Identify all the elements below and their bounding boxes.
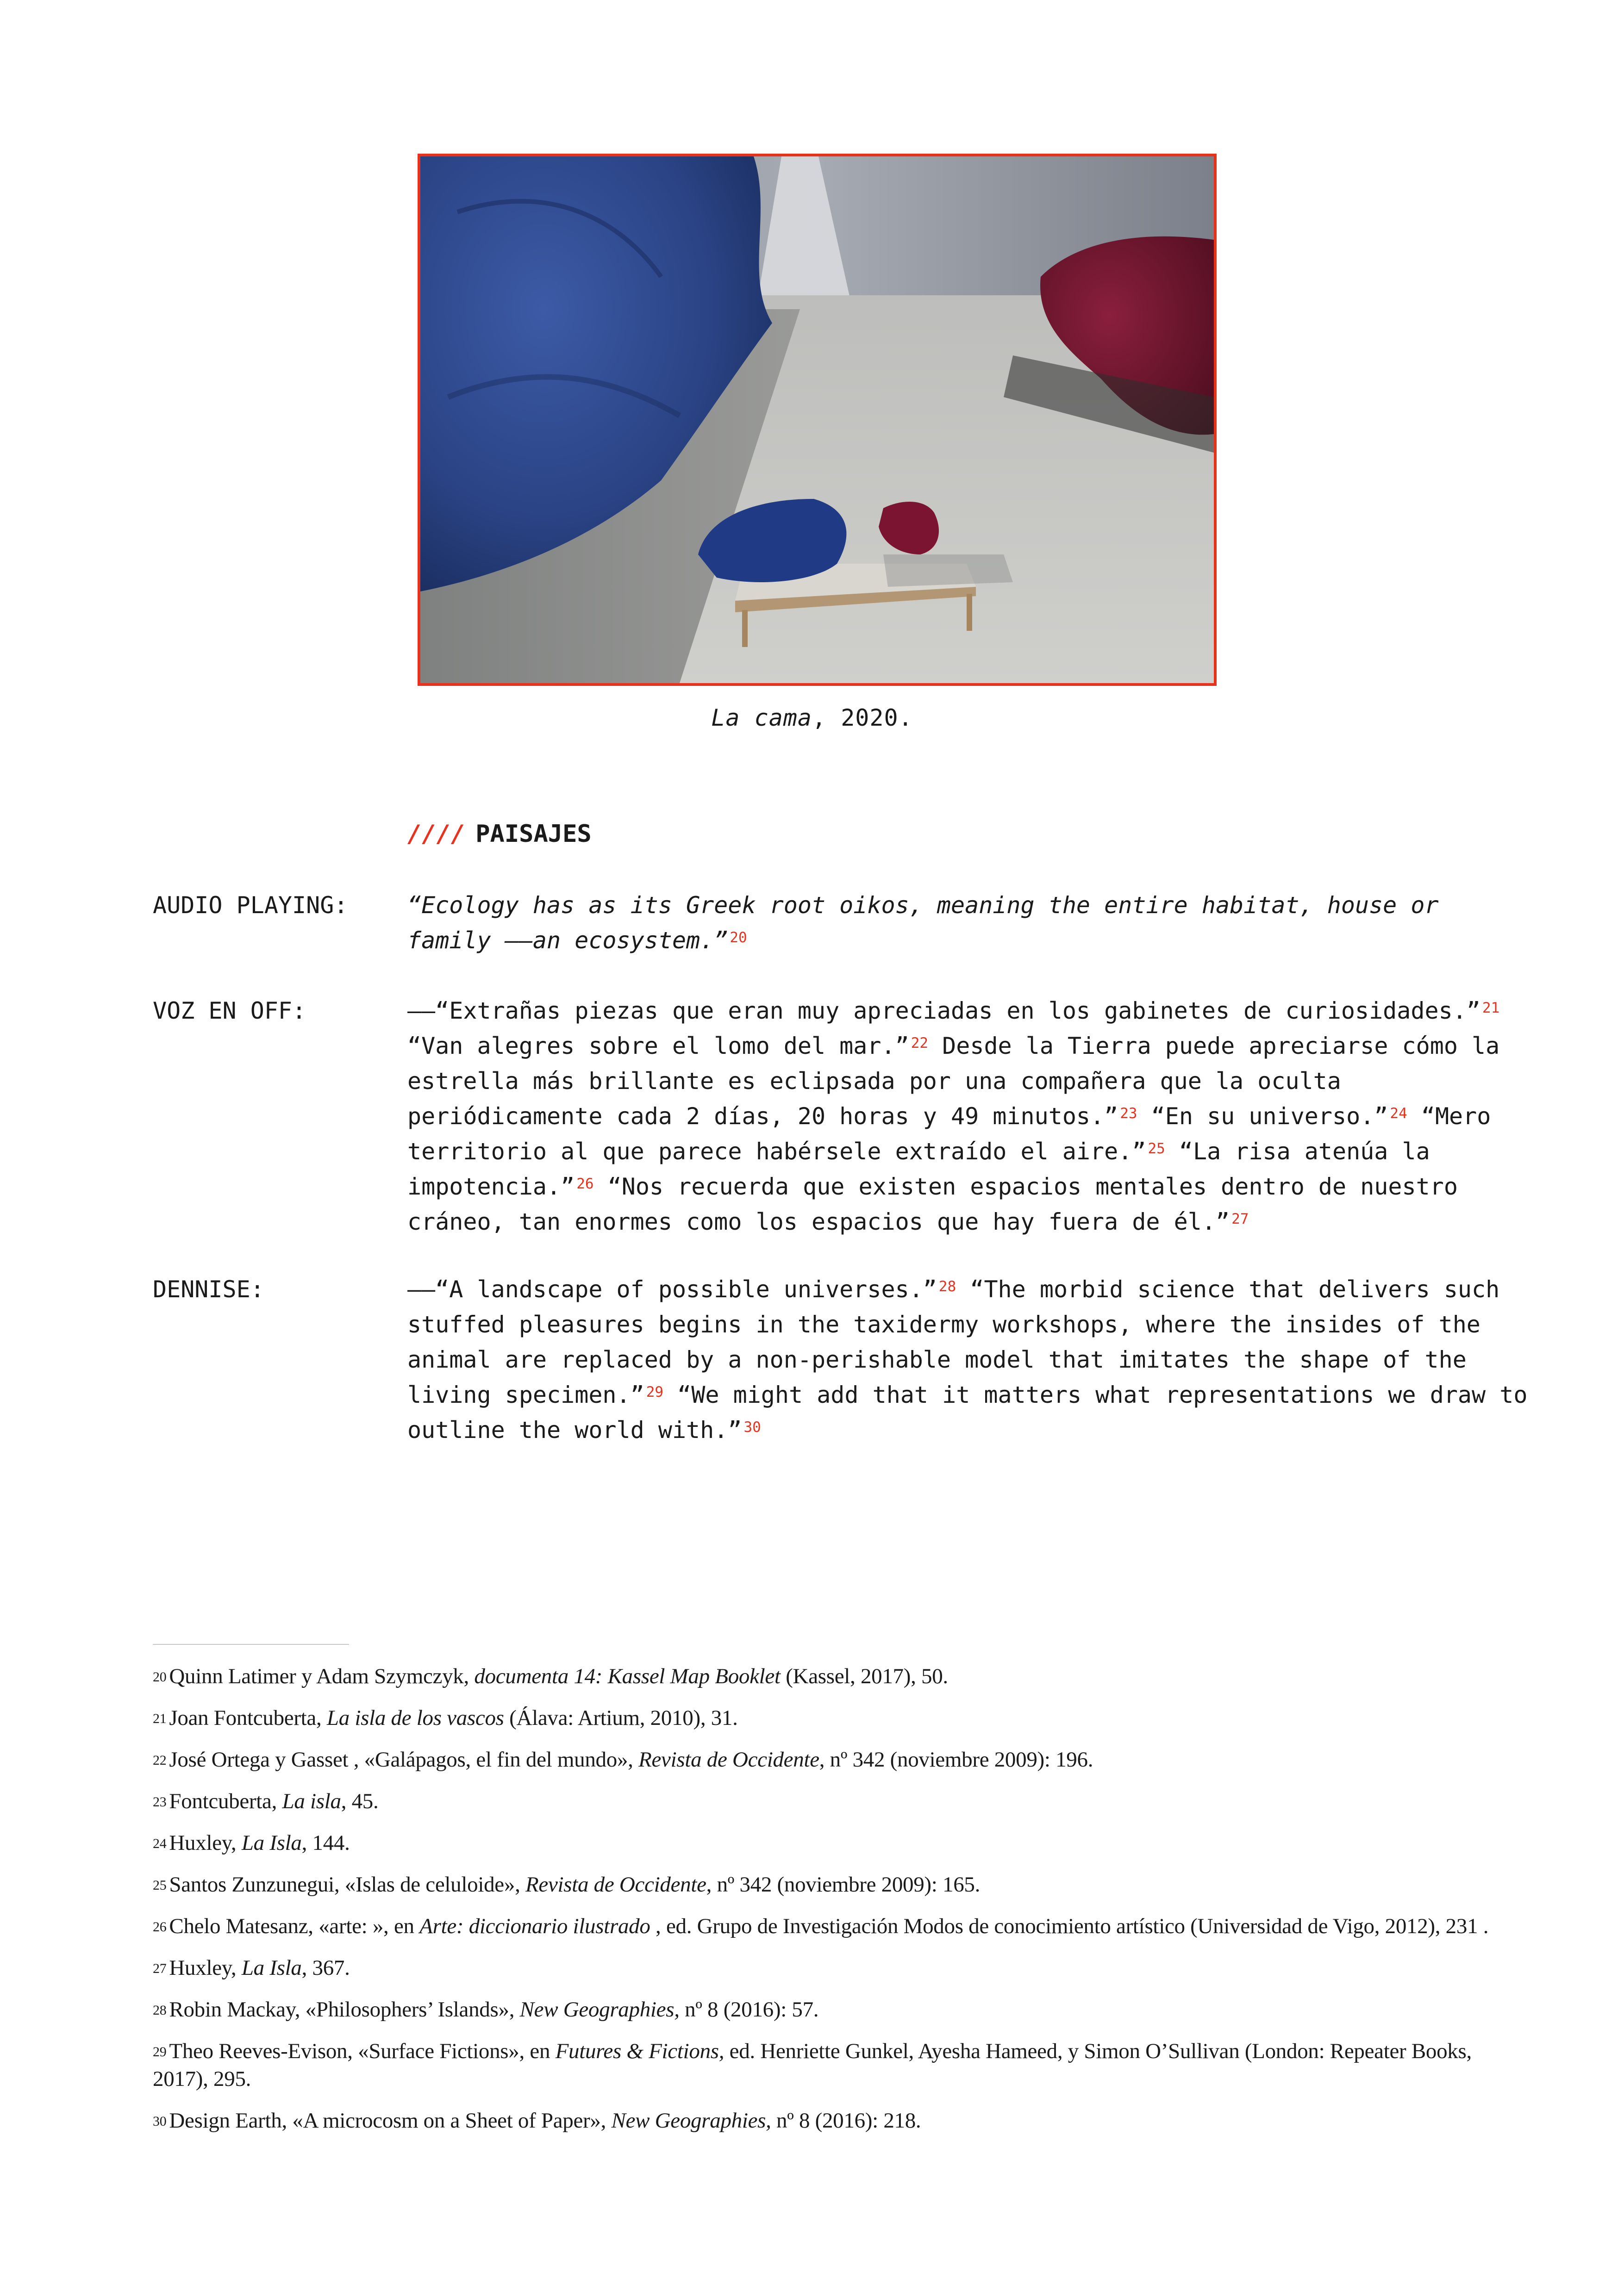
footnote-text: Chelo Matesanz, «arte: », en [169, 1914, 420, 1938]
footnote-text: , nº 342 (noviembre 2009): 196. [819, 1748, 1093, 1772]
footnote-text: (Kassel, 2017), 50. [780, 1664, 948, 1688]
footnote-29 [153, 2037, 1495, 2093]
bed-scene-illustration [420, 156, 1214, 683]
footnote-text: Huxley, [169, 1831, 242, 1855]
footnote-text: Huxley, [169, 1956, 242, 1980]
section-heading [407, 820, 592, 848]
footnote-text: Quinn Latimer y Adam Szymczyk, [169, 1664, 475, 1688]
footnote-title: Revista de Occidente [638, 1748, 819, 1772]
footnote-ref-30[interactable]: 30 [743, 1419, 761, 1436]
footnote-text: , nº 342 (noviembre 2009): 165. [706, 1873, 981, 1897]
footnote-title: La Isla [241, 1956, 302, 1980]
footnote-26 [153, 1912, 1495, 1940]
caption-year: , 2020. [812, 704, 913, 731]
speaker-label: DENNISE: [153, 1276, 264, 1303]
footnote-text: Theo Reeves-Evison, «Surface Fictions», en [169, 2039, 556, 2063]
footnote-27 [153, 1954, 1495, 1982]
footnote-text: Robin Mackay, «Philosophers’ Islands», [169, 1997, 520, 2022]
footnote-number: 26 [153, 1919, 167, 1935]
footnote-ref-28[interactable]: 28 [938, 1278, 956, 1295]
footnote-30 [153, 2107, 1495, 2134]
speech-segment: “La risa atenúa la impotencia.” [407, 1138, 1430, 1200]
footnote-title: documenta 14: Kassel Map Booklet [474, 1664, 781, 1688]
footnote-number: 20 [153, 1669, 167, 1685]
speech-segment: Desde la Tierra puede apreciarse cómo la estrella más brillante es eclipsada por una compañera que la oculta periódicamente cada 2 días, 20 horas y 49 minutos.” [407, 1033, 1500, 1130]
footnote-text: Design Earth, «A microcosm on a Sheet of Paper», [169, 2109, 612, 2133]
footnote-text: ed. Henriette Gunkel, Ayesha Hameed, y Simon O’Sullivan (London: Repeater Books, 2017), 295. [153, 2039, 1472, 2091]
footnote-23 [153, 1787, 1495, 1815]
footnote-ref-22[interactable]: 22 [911, 1035, 929, 1052]
speech-segment: “En su universo.” [1137, 1103, 1388, 1130]
footnote-ref-26[interactable]: 26 [576, 1176, 594, 1192]
footnote-ref-23[interactable]: 23 [1120, 1105, 1137, 1122]
footnote-24 [153, 1829, 1495, 1857]
speaker-label: VOZ EN OFF: [153, 997, 306, 1024]
footnote-text: , 367. [301, 1956, 350, 1980]
footnote-text: (Álava: Artium, 2010), 31. [504, 1706, 738, 1730]
footnotes-list [153, 1662, 1495, 2148]
speech-text [407, 888, 1528, 958]
footnote-text: , 144. [301, 1831, 350, 1855]
section-title: PAISAJES [475, 820, 592, 848]
footnote-text: Fontcuberta, [169, 1789, 282, 1813]
la-cama-photo [418, 154, 1217, 686]
speech-segment: ——“Extrañas piezas que eran muy apreciadas en los gabinetes de curiosidades.” [407, 997, 1480, 1024]
footnote-ref-25[interactable]: 25 [1148, 1140, 1165, 1157]
speech-segment: “Nos recuerda que existen espacios mentales dentro de nuestro cráneo, tan enormes como los espacios que hay fuera de él.” [407, 1173, 1458, 1235]
footnote-title: Futures & Fictions, [555, 2039, 725, 2063]
footnote-text: nº 8 (2016): 218. [771, 2109, 921, 2133]
footnote-title: La isla de los vascos [326, 1706, 504, 1730]
footnote-divider [153, 1644, 349, 1645]
footnote-number: 25 [153, 1878, 167, 1893]
footnote-25 [153, 1871, 1495, 1898]
footnote-ref-20[interactable]: 20 [730, 929, 747, 946]
speech-text [407, 993, 1528, 1239]
section-slashes: //// [407, 820, 466, 848]
footnote-text: nº 8 (2016): 57. [679, 1997, 819, 2022]
speech-segment: “We might add that it matters what representations we draw to outline the world with.” [407, 1381, 1528, 1444]
footnote-number: 30 [153, 2114, 167, 2129]
speech-segment: “Mero territorio al que parece habérsele extraído el aire.” [407, 1103, 1491, 1165]
footnote-text: Joan Fontcuberta, [169, 1706, 327, 1730]
speech-segment: “Van alegres sobre el lomo del mar.” [407, 1033, 909, 1059]
footnote-ref-27[interactable]: 27 [1231, 1211, 1249, 1227]
footnote-text: José Ortega y Gasset , «Galápagos, el fin del mundo», [169, 1748, 639, 1772]
footnote-text: , 45. [341, 1789, 379, 1813]
footnote-number: 24 [153, 1836, 167, 1851]
caption-title: La cama [711, 704, 812, 731]
speech-segment: “The morbid science that delivers such stuffed pleasures begins in the taxidermy workshops, where the insides of the animal are replaced by a non-perishable model that imitates the shape of the living specimen.” [407, 1276, 1500, 1408]
footnote-ref-24[interactable]: 24 [1390, 1105, 1407, 1122]
footnote-text: Santos Zunzunegui, «Islas de celuloide», [169, 1873, 525, 1897]
footnote-text: , ed. Grupo de Investigación Modos de conocimiento artístico (Universidad de Vigo, 2012), 231 . [650, 1914, 1489, 1938]
footnote-number: 21 [153, 1711, 167, 1726]
footnote-title: New Geographies, [519, 1997, 680, 2022]
footnote-title: Arte: diccionario ilustrado [419, 1914, 650, 1938]
footnote-title: La isla [282, 1789, 341, 1813]
speech-text [407, 1272, 1528, 1448]
footnote-title: La Isla [241, 1831, 302, 1855]
footnote-title: New Geographies, [611, 2109, 771, 2133]
speaker-label: AUDIO PLAYING: [153, 892, 348, 919]
footnote-number: 22 [153, 1753, 167, 1768]
footnote-number: 29 [153, 2044, 167, 2060]
footnote-28 [153, 1996, 1495, 2023]
footnote-ref-29[interactable]: 29 [646, 1384, 664, 1400]
speech-segment: ——“A landscape of possible universes.” [407, 1276, 937, 1303]
footnote-number: 23 [153, 1794, 167, 1810]
footnote-number: 28 [153, 2003, 167, 2018]
footnote-22 [153, 1746, 1495, 1773]
footnote-21 [153, 1704, 1495, 1732]
footnote-title: Revista de Occidente [525, 1873, 706, 1897]
footnote-number: 27 [153, 1961, 167, 1976]
speech-segment: “Ecology has as its Greek root oikos, meaning the entire habitat, house or family ——an ecosystem.” [407, 892, 1439, 954]
footnote-20 [153, 1662, 1495, 1690]
figure-caption [0, 704, 1624, 731]
footnote-ref-21[interactable]: 21 [1482, 1000, 1500, 1016]
